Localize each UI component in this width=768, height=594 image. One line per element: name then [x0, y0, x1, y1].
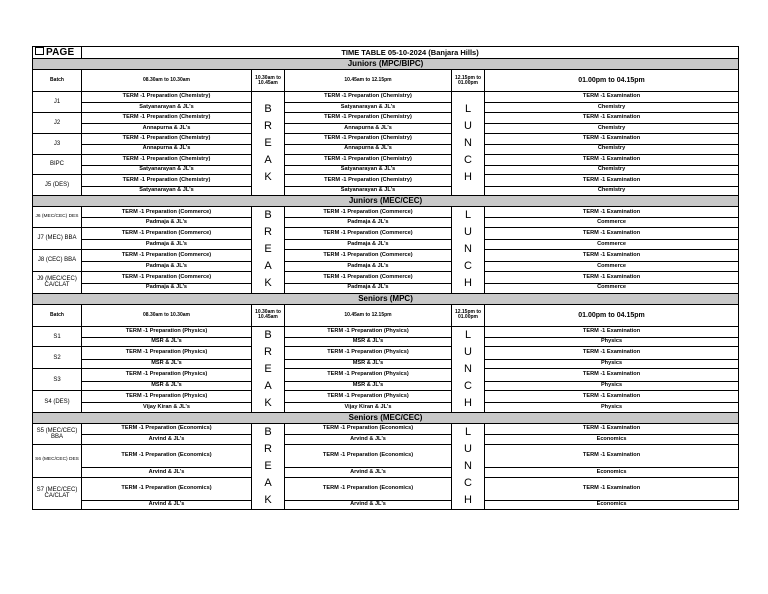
section-title: Seniors (MPC) [33, 293, 739, 304]
break-letter: B [264, 426, 272, 439]
lunch-letter: N [464, 137, 472, 150]
lunch-letter: N [464, 362, 472, 375]
slot3-topic: Physics [485, 381, 739, 391]
slot2-subject: TERM -1 Preparation (Commerce) [285, 271, 452, 283]
slot2-subject: TERM -1 Preparation (Chemistry) [285, 175, 452, 186]
break-letter: R [264, 443, 272, 456]
table-row [33, 133, 739, 144]
slot3-topic: Economics [485, 468, 739, 478]
slot2-subject: TERM -1 Preparation (Chemistry) [285, 112, 452, 123]
table-row [33, 283, 739, 293]
slot1-faculty: Satyanarayan & JL's [82, 186, 252, 196]
table-row [33, 477, 739, 500]
slot2-faculty: Padmaja & JL's [285, 218, 452, 228]
slot2-faculty: Satyanarayan & JL's [285, 103, 452, 113]
header-break-slot: 10.30am to 10.45am [252, 70, 285, 92]
batch-cell: S6 (MEC/CEC) DES [33, 444, 82, 477]
break-column [252, 424, 285, 510]
break-letter: A [264, 379, 272, 392]
table-row [33, 391, 739, 403]
slot3-subject: TERM -1 Examination [485, 133, 739, 144]
batch-cell: J1 [33, 92, 82, 113]
slot3-subject: TERM -1 Examination [485, 391, 739, 403]
brand-logo [33, 47, 82, 59]
batch-cell: J6 (MEC/CEC) DES [33, 207, 82, 228]
lunch-letter: L [464, 426, 472, 439]
batch-cell: S7 (MEC/CEC) CA/CLAT [33, 477, 82, 510]
slot2-subject: TERM -1 Preparation (Physics) [285, 326, 452, 337]
slot1-faculty: Vijay Kiran & JL's [82, 403, 252, 413]
slot1-subject: TERM -1 Preparation (Physics) [82, 391, 252, 403]
break-letter: K [264, 277, 272, 290]
slot1-faculty: Padmaja & JL's [82, 240, 252, 250]
slot3-subject: TERM -1 Examination [485, 444, 739, 467]
slot1-subject: TERM -1 Preparation (Commerce) [82, 271, 252, 283]
break-letter: E [264, 362, 272, 375]
slot2-subject: TERM -1 Preparation (Commerce) [285, 228, 452, 240]
slot2-subject: TERM -1 Preparation (Economics) [285, 477, 452, 500]
break-letter: K [264, 494, 272, 507]
break-column [252, 207, 285, 293]
slot3-subject: TERM -1 Examination [485, 249, 739, 261]
break-letter: B [264, 328, 272, 341]
table-row [33, 381, 739, 391]
batch-cell: BIPC [33, 154, 82, 175]
lunch-letter: L [464, 328, 472, 341]
slot3-topic: Physics [485, 337, 739, 347]
batch-cell: J7 (MEC) BBA [33, 228, 82, 250]
slot1-faculty: MSR & JL's [82, 381, 252, 391]
table-row [33, 165, 739, 175]
header-slot1: 08.30am to 10.30am [82, 70, 252, 92]
break-letter: B [264, 103, 272, 116]
header-batch: Batch [33, 70, 82, 92]
slot2-subject: TERM -1 Preparation (Chemistry) [285, 92, 452, 103]
break-letter: K [264, 396, 272, 409]
slot3-topic: Commerce [485, 283, 739, 293]
lunch-letter: N [464, 243, 472, 256]
slot1-faculty: Arvind & JL's [82, 468, 252, 478]
header-break-slot: 10.30am to 10.45am [252, 304, 285, 326]
lunch-column [452, 326, 485, 412]
table-row [33, 207, 739, 218]
slot3-topic: Commerce [485, 262, 739, 272]
table-row [33, 424, 739, 435]
slot2-faculty: MSR & JL's [285, 381, 452, 391]
slot1-subject: TERM -1 Preparation (Chemistry) [82, 133, 252, 144]
break-letter: K [264, 171, 272, 184]
slot2-faculty: Arvind & JL's [285, 468, 452, 478]
lunch-letter: U [464, 120, 472, 133]
slot1-faculty: Padmaja & JL's [82, 218, 252, 228]
slot3-subject: TERM -1 Examination [485, 369, 739, 381]
lunch-letter: U [464, 443, 472, 456]
slot3-topic: Economics [485, 435, 739, 445]
table-row [33, 154, 739, 165]
timetable [32, 46, 739, 510]
table-row [33, 326, 739, 337]
break-letter: R [264, 120, 272, 133]
batch-cell: S3 [33, 369, 82, 391]
slot1-faculty: Padmaja & JL's [82, 283, 252, 293]
slot1-faculty: Satyanarayan & JL's [82, 103, 252, 113]
table-row [33, 240, 739, 250]
break-letter: E [264, 137, 272, 150]
section-title: Seniors (MEC/CEC) [33, 412, 739, 423]
header-slot2: 10.45am to 12.15pm [285, 304, 452, 326]
slot2-subject: TERM -1 Preparation (Commerce) [285, 249, 452, 261]
section-header [33, 412, 739, 423]
table-row [33, 112, 739, 123]
slot1-subject: TERM -1 Preparation (Economics) [82, 424, 252, 435]
table-row [33, 228, 739, 240]
break-letter: B [264, 209, 272, 222]
slot3-subject: TERM -1 Examination [485, 92, 739, 103]
lunch-letter: C [464, 260, 472, 273]
header-batch: Batch [33, 304, 82, 326]
table-row [33, 500, 739, 510]
slot1-faculty: MSR & JL's [82, 337, 252, 347]
lunch-letter: H [464, 171, 472, 184]
lunch-letter: H [464, 494, 472, 507]
slot2-faculty: Arvind & JL's [285, 435, 452, 445]
lunch-column [452, 92, 485, 196]
table-row [33, 359, 739, 369]
slot3-topic: Chemistry [485, 144, 739, 154]
table-row [33, 186, 739, 196]
slot1-subject: TERM -1 Preparation (Chemistry) [82, 154, 252, 165]
batch-cell: S1 [33, 326, 82, 347]
slot1-faculty: Satyanarayan & JL's [82, 165, 252, 175]
slot1-subject: TERM -1 Preparation (Physics) [82, 347, 252, 359]
slot3-subject: TERM -1 Examination [485, 326, 739, 337]
slot3-subject: TERM -1 Examination [485, 228, 739, 240]
slot3-subject: TERM -1 Examination [485, 347, 739, 359]
slot1-subject: TERM -1 Preparation (Physics) [82, 326, 252, 337]
batch-cell: J2 [33, 112, 82, 133]
slot2-subject: TERM -1 Preparation (Chemistry) [285, 154, 452, 165]
section-header [33, 293, 739, 304]
slot3-subject: TERM -1 Examination [485, 477, 739, 500]
slot3-topic: Chemistry [485, 165, 739, 175]
slot1-faculty: Arvind & JL's [82, 500, 252, 510]
slot2-subject: TERM -1 Preparation (Physics) [285, 369, 452, 381]
header-lunch-slot: 12.15pm to 01.00pm [452, 70, 485, 92]
table-row [33, 92, 739, 103]
lunch-letter: C [464, 379, 472, 392]
table-row [33, 218, 739, 228]
slot2-subject: TERM -1 Preparation (Economics) [285, 424, 452, 435]
lunch-column [452, 207, 485, 293]
slot3-subject: TERM -1 Examination [485, 154, 739, 165]
lunch-letter: H [464, 396, 472, 409]
slot2-subject: TERM -1 Preparation (Commerce) [285, 207, 452, 218]
table-row [33, 347, 739, 359]
break-letter: A [264, 260, 272, 273]
break-column [252, 326, 285, 412]
break-letter: E [264, 243, 272, 256]
slot2-subject: TERM -1 Preparation (Chemistry) [285, 133, 452, 144]
logo-icon [35, 47, 44, 55]
batch-cell: S5 (MEC/CEC) BBA [33, 424, 82, 445]
slot2-subject: TERM -1 Preparation (Economics) [285, 444, 452, 467]
lunch-letter: L [464, 103, 472, 116]
slot3-subject: TERM -1 Examination [485, 112, 739, 123]
table-row [33, 175, 739, 186]
slot1-subject: TERM -1 Preparation (Commerce) [82, 207, 252, 218]
header-slot1: 08.30am to 10.30am [82, 304, 252, 326]
slot3-topic: Chemistry [485, 103, 739, 113]
slot1-faculty: Arvind & JL's [82, 435, 252, 445]
slot1-subject: TERM -1 Preparation (Economics) [82, 477, 252, 500]
slot1-faculty: Annapurna & JL's [82, 144, 252, 154]
batch-cell: J3 [33, 133, 82, 154]
slot1-subject: TERM -1 Preparation (Chemistry) [82, 92, 252, 103]
slot2-faculty: Padmaja & JL's [285, 240, 452, 250]
logo-text: PAGE [46, 47, 75, 58]
page-title: TIME TABLE 05-10-2024 (Banjara Hills) [82, 47, 739, 59]
slot1-subject: TERM -1 Preparation (Economics) [82, 444, 252, 467]
table-row [33, 435, 739, 445]
slot1-subject: TERM -1 Preparation (Physics) [82, 369, 252, 381]
slot1-subject: TERM -1 Preparation (Chemistry) [82, 175, 252, 186]
section-header [33, 59, 739, 70]
lunch-letter: U [464, 226, 472, 239]
slot2-faculty: Annapurna & JL's [285, 144, 452, 154]
batch-cell: S4 (DES) [33, 391, 82, 413]
batch-cell: J5 (DES) [33, 175, 82, 196]
slot1-subject: TERM -1 Preparation (Commerce) [82, 249, 252, 261]
slot2-faculty: Arvind & JL's [285, 500, 452, 510]
slot3-topic: Chemistry [485, 124, 739, 134]
slot2-faculty: Padmaja & JL's [285, 262, 452, 272]
slot3-topic: Commerce [485, 218, 739, 228]
lunch-letter: U [464, 345, 472, 358]
slot3-topic: Commerce [485, 240, 739, 250]
lunch-letter: C [464, 154, 472, 167]
slot2-faculty: Padmaja & JL's [285, 283, 452, 293]
table-row [33, 144, 739, 154]
batch-cell: J9 (MEC/CEC) CA/CLAT [33, 271, 82, 293]
slot3-subject: TERM -1 Examination [485, 175, 739, 186]
section-title: Juniors (MEC/CEC) [33, 196, 739, 207]
slot2-faculty: MSR & JL's [285, 359, 452, 369]
slot3-topic: Physics [485, 403, 739, 413]
slot1-faculty: MSR & JL's [82, 359, 252, 369]
table-row [33, 249, 739, 261]
slot3-topic: Chemistry [485, 186, 739, 196]
slot1-faculty: Annapurna & JL's [82, 124, 252, 134]
table-row [33, 103, 739, 113]
section-title: Juniors (MPC/BIPC) [33, 59, 739, 70]
column-header-row [33, 304, 739, 326]
slot2-subject: TERM -1 Preparation (Physics) [285, 391, 452, 403]
slot1-subject: TERM -1 Preparation (Commerce) [82, 228, 252, 240]
slot3-subject: TERM -1 Examination [485, 271, 739, 283]
table-row [33, 444, 739, 467]
batch-cell: J8 (CEC) BBA [33, 249, 82, 271]
slot1-faculty: Padmaja & JL's [82, 262, 252, 272]
lunch-letter: N [464, 460, 472, 473]
table-row [33, 468, 739, 478]
slot2-faculty: Satyanarayan & JL's [285, 165, 452, 175]
slot2-faculty: Annapurna & JL's [285, 124, 452, 134]
break-column [252, 92, 285, 196]
slot2-subject: TERM -1 Preparation (Physics) [285, 347, 452, 359]
lunch-column [452, 424, 485, 510]
lunch-letter: L [464, 209, 472, 222]
section-header [33, 196, 739, 207]
slot2-faculty: MSR & JL's [285, 337, 452, 347]
slot2-faculty: Satyanarayan & JL's [285, 186, 452, 196]
table-row [33, 262, 739, 272]
table-row [33, 271, 739, 283]
header-lunch-slot: 12.15pm to 01.00pm [452, 304, 485, 326]
header-slot3: 01.00pm to 04.15pm [485, 304, 739, 326]
lunch-letter: C [464, 477, 472, 490]
lunch-letter: H [464, 277, 472, 290]
break-letter: A [264, 477, 272, 490]
break-letter: R [264, 226, 272, 239]
table-row [33, 403, 739, 413]
break-letter: E [264, 460, 272, 473]
header-slot2: 10.45am to 12.15pm [285, 70, 452, 92]
header-slot3: 01.00pm to 04.15pm [485, 70, 739, 92]
column-header-row [33, 70, 739, 92]
batch-cell: S2 [33, 347, 82, 369]
break-letter: R [264, 345, 272, 358]
table-row [33, 369, 739, 381]
table-row [33, 337, 739, 347]
slot1-subject: TERM -1 Preparation (Chemistry) [82, 112, 252, 123]
table-row [33, 124, 739, 134]
slot2-faculty: Vijay Kiran & JL's [285, 403, 452, 413]
slot3-subject: TERM -1 Examination [485, 424, 739, 435]
slot3-subject: TERM -1 Examination [485, 207, 739, 218]
slot3-topic: Economics [485, 500, 739, 510]
break-letter: A [264, 154, 272, 167]
slot3-topic: Physics [485, 359, 739, 369]
